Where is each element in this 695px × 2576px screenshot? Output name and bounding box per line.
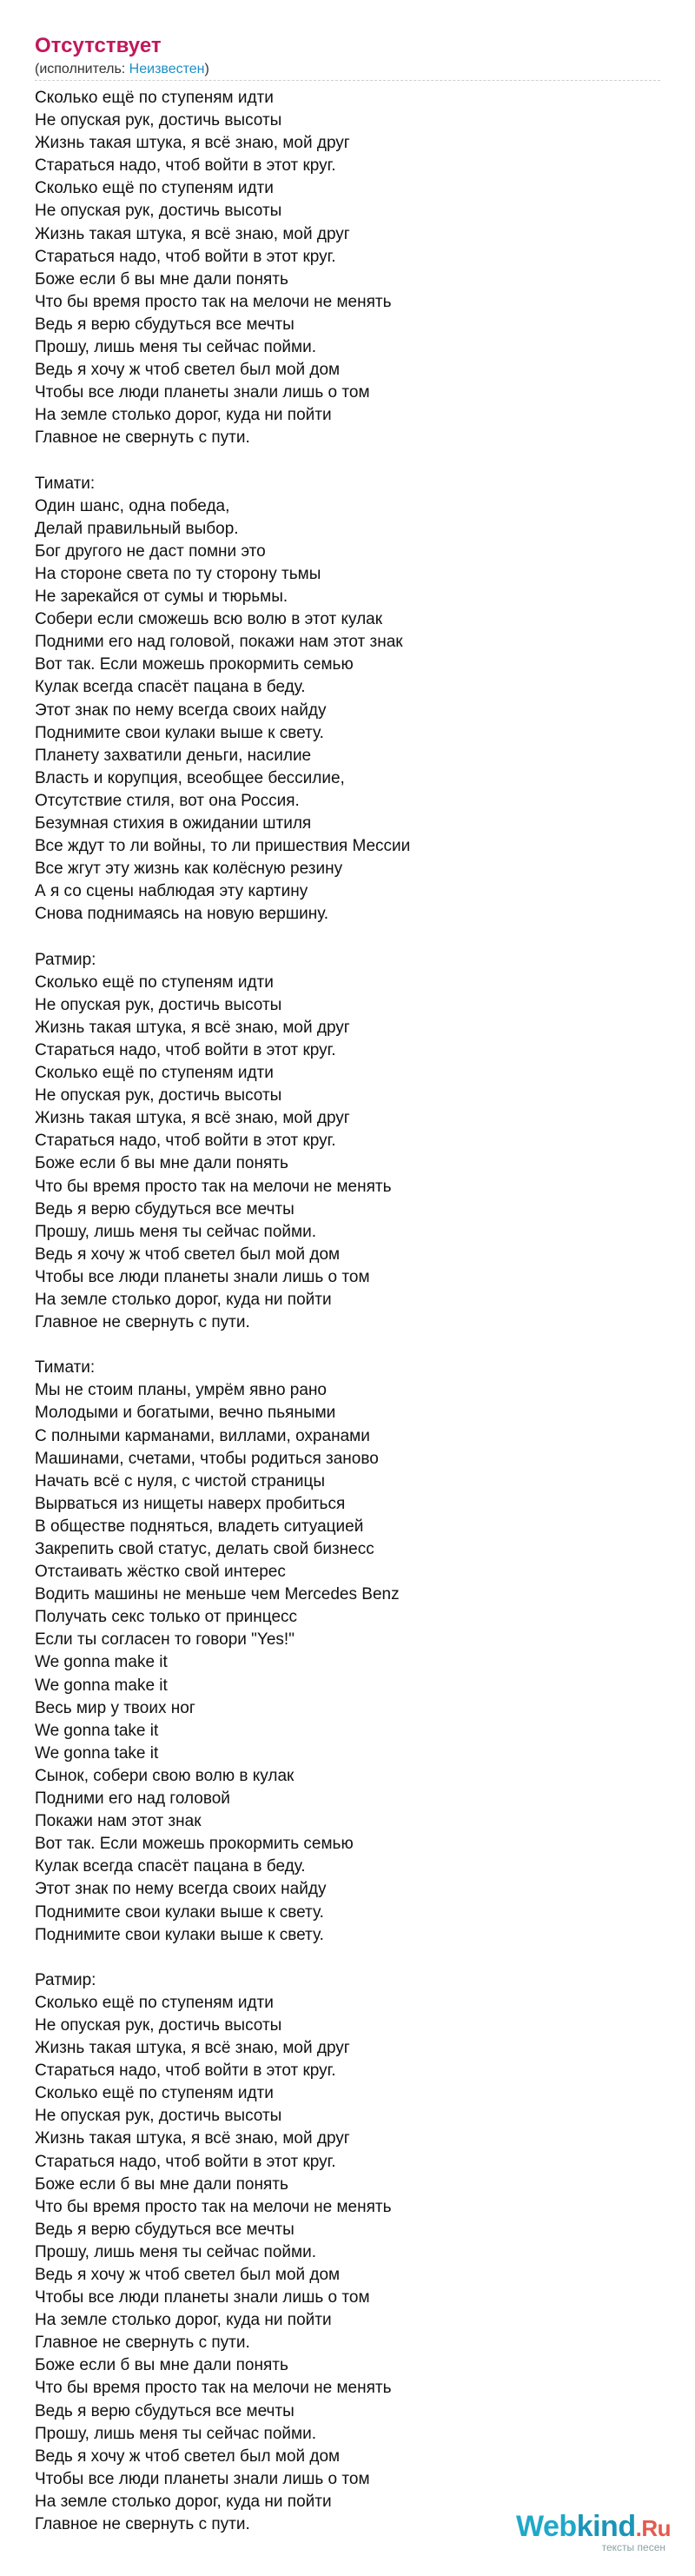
lyric-line: Что бы время просто так на мелочи не менять bbox=[35, 2379, 392, 2398]
logo-ru: .Ru bbox=[635, 2515, 671, 2541]
lyric-line: Сынок, собери свою волю в кулак bbox=[35, 1766, 295, 1785]
lyric-line: Что бы время просто так на мелочи не менять bbox=[35, 292, 392, 311]
lyric-line: Вот так. Если можешь прокормить семью bbox=[35, 655, 354, 674]
lyric-line: Поднимите свои кулаки выше к свету. bbox=[35, 1902, 324, 1922]
lyric-line: Сколько ещё по ступеням идти bbox=[35, 1993, 274, 2012]
lyric-line: Подними его над головой bbox=[35, 1789, 230, 1809]
lyric-line: Чтобы все люди планеты знали лишь о том bbox=[35, 1267, 370, 1286]
lyric-line: На стороне света по ту сторону тьмы bbox=[35, 564, 321, 583]
lyric-line: Вот так. Если можешь прокормить семью bbox=[35, 1835, 354, 1854]
lyric-line: Тимати: bbox=[35, 474, 96, 493]
lyric-line: Собери если сможешь всю волю в этот кулак bbox=[35, 610, 383, 629]
lyric-line: Отстаивать жёстко свой интерес bbox=[35, 1563, 286, 1582]
lyrics-body bbox=[35, 87, 643, 2536]
stanza-break bbox=[35, 450, 643, 473]
lyric-line: Молодыми и богатыми, вечно пьяными bbox=[35, 1404, 336, 1423]
lyric-line: Если ты согласен то говори "Yes!" bbox=[35, 1630, 295, 1650]
lyric-line: Жизнь такая штука, я всё знаю, мой друг bbox=[35, 2129, 350, 2148]
lyric-line: Кулак всегда спасёт пацана в беду. bbox=[35, 1857, 306, 1876]
lyric-line: Стараться надо, чтоб войти в этот круг. bbox=[35, 2152, 336, 2171]
lyric-line: Власть и корупция, всеобщее бессилие, bbox=[35, 768, 345, 787]
lyric-line: Не опуская рук, достичь высоты bbox=[35, 202, 282, 221]
logo-wordmark bbox=[516, 2510, 671, 2545]
lyric-line: Сколько ещё по ступеням идти bbox=[35, 179, 274, 198]
lyric-line: Тимати: bbox=[35, 1358, 96, 1378]
lyric-line: Прошу, лишь меня ты сейчас пойми. bbox=[35, 338, 316, 357]
lyric-line: Ратмир: bbox=[35, 1970, 96, 1989]
lyric-line: Сколько ещё по ступеням идти bbox=[35, 2084, 274, 2103]
lyric-line: Стараться надо, чтоб войти в этот круг. bbox=[35, 1040, 336, 1059]
lyric-line: Ведь я хочу ж чтоб светел был мой дом bbox=[35, 2447, 341, 2466]
lyric-line: We gonna make it bbox=[35, 1653, 168, 1672]
lyric-line: Ведь я верю сбудуться все мечты bbox=[35, 2401, 295, 2420]
lyric-line: Покажи нам этот знак bbox=[35, 1812, 202, 1831]
lyric-line: Не опуская рук, достичь высоты bbox=[35, 1086, 282, 1105]
header-divider bbox=[35, 80, 660, 81]
logo-kind: kind bbox=[576, 2510, 636, 2543]
lyric-line: С полными карманами, виллами, охранами bbox=[35, 1426, 370, 1445]
lyric-line: Жизнь такая штука, я всё знаю, мой друг bbox=[35, 1109, 350, 1128]
lyric-line: Отсутствие стиля, вот она Россия. bbox=[35, 791, 300, 810]
site-logo[interactable] bbox=[516, 2510, 671, 2553]
lyric-line: Стараться надо, чтоб войти в этот круг. bbox=[35, 2061, 336, 2081]
lyric-line: Ведь я верю сбудуться все мечты bbox=[35, 2220, 295, 2239]
song-header bbox=[35, 33, 660, 78]
lyric-line: Не опуская рук, достичь высоты bbox=[35, 2015, 282, 2035]
performer-suffix: ) bbox=[204, 62, 209, 76]
lyric-line: А я со сцены наблюдая эту картину bbox=[35, 882, 308, 901]
lyric-line: Ратмир: bbox=[35, 950, 96, 969]
lyric-line: Получать секс только от принцесс bbox=[35, 1608, 298, 1627]
lyric-line: Жизнь такая штука, я всё знаю, мой друг bbox=[35, 1018, 350, 1037]
lyric-line: Прошу, лишь меня ты сейчас пойми. bbox=[35, 2242, 316, 2261]
lyric-line: Сколько ещё по ступеням идти bbox=[35, 973, 274, 992]
lyric-line: Стараться надо, чтоб войти в этот круг. bbox=[35, 156, 336, 176]
lyric-line: Этот знак по нему всегда своих найду bbox=[35, 700, 327, 720]
lyric-line: Главное не свернуть с пути. bbox=[35, 428, 250, 448]
lyric-line: Чтобы все люди планеты знали лишь о том bbox=[35, 383, 370, 402]
song-title: Отсутствует bbox=[35, 34, 162, 57]
logo-web: Web bbox=[516, 2510, 577, 2543]
lyric-line: Не зарекайся от сумы и тюрьмы. bbox=[35, 588, 288, 607]
lyric-line: Кулак всегда спасёт пацана в беду. bbox=[35, 678, 306, 697]
lyric-line: На земле столько дорог, куда ни пойти bbox=[35, 406, 332, 425]
lyric-line: Поднимите свои кулаки выше к свету. bbox=[35, 1925, 324, 1944]
stanza-break bbox=[35, 1947, 643, 1969]
lyric-line: Ведь я хочу ж чтоб светел был мой дом bbox=[35, 1245, 341, 1264]
lyric-line: В обществе подняться, владеть ситуацией bbox=[35, 1517, 364, 1536]
lyric-line: Не опуская рук, достичь высоты bbox=[35, 111, 282, 130]
lyric-line: На земле столько дорог, куда ни пойти bbox=[35, 1290, 332, 1309]
lyric-line: Главное не свернуть с пути. bbox=[35, 2334, 250, 2353]
lyric-line: Чтобы все люди планеты знали лишь о том bbox=[35, 2469, 370, 2488]
lyric-line: Вырваться из нищеты наверх пробиться bbox=[35, 1494, 346, 1513]
lyric-line: Закрепить свой статус, делать свой бизнесс bbox=[35, 1540, 374, 1558]
lyric-line: Не опуская рук, достичь высоты bbox=[35, 2107, 282, 2126]
lyric-line: Жизнь такая штука, я всё знаю, мой друг bbox=[35, 134, 350, 153]
lyric-line: Все жгут эту жизнь как колёсную резину bbox=[35, 860, 343, 879]
lyric-line: Все ждут то ли войны, то ли пришествия Мессии bbox=[35, 837, 411, 856]
lyric-line: Жизнь такая штука, я всё знаю, мой друг bbox=[35, 224, 350, 243]
lyric-line: Что бы время просто так на мелочи не менять bbox=[35, 1177, 392, 1196]
lyric-line: Ведь я верю сбудуться все мечты bbox=[35, 1199, 295, 1218]
lyric-line: Прошу, лишь меня ты сейчас пойми. bbox=[35, 2424, 316, 2443]
lyric-line: Боже если б вы мне дали понять bbox=[35, 2356, 288, 2375]
lyric-line: Боже если б вы мне дали понять bbox=[35, 1154, 288, 1173]
lyric-line: Водить машины не меньше чем Mercedes Benz bbox=[35, 1585, 400, 1604]
performer-line bbox=[35, 61, 660, 78]
lyric-line: Стараться надо, чтоб войти в этот круг. bbox=[35, 247, 336, 266]
lyric-line: Боже если б вы мне дали понять bbox=[35, 2174, 288, 2194]
lyric-line: Безумная стихия в ожидании штиля bbox=[35, 814, 312, 833]
lyric-line: Сколько ещё по ступеням идти bbox=[35, 89, 274, 107]
lyric-line: Поднимите свои кулаки выше к свету. bbox=[35, 723, 324, 742]
lyric-line: We gonna take it bbox=[35, 1743, 159, 1763]
lyric-line: Мы не стоим планы, умрём явно рано bbox=[35, 1381, 327, 1400]
lyric-line: На земле столько дорог, куда ни пойти bbox=[35, 2311, 332, 2330]
lyric-line: Главное не свернуть с пути. bbox=[35, 1313, 250, 1332]
lyric-line: Планету захватили деньги, насилие bbox=[35, 746, 312, 765]
lyric-line: Этот знак по нему всегда своих найду bbox=[35, 1880, 327, 1899]
lyric-line: Боже если б вы мне дали понять bbox=[35, 269, 288, 289]
lyric-line: Сколько ещё по ступеням идти bbox=[35, 1064, 274, 1083]
lyric-line: Ведь я хочу ж чтоб светел был мой дом bbox=[35, 361, 341, 380]
stanza-break bbox=[35, 926, 643, 948]
lyric-line: Главное не свернуть с пути. bbox=[35, 2515, 250, 2534]
lyric-line: Ведь я хочу ж чтоб светел был мой дом bbox=[35, 2266, 341, 2284]
lyric-line: На земле столько дорог, куда ни пойти bbox=[35, 2492, 332, 2511]
lyric-line: Не опуская рук, достичь высоты bbox=[35, 995, 282, 1014]
lyric-line: Бог другого не даст помни это bbox=[35, 541, 266, 561]
lyric-line: Подними его над головой, покажи нам этот знак bbox=[35, 633, 403, 652]
performer-prefix: (исполнитель: bbox=[35, 62, 129, 76]
lyric-line: Делай правильный выбор. bbox=[35, 519, 239, 538]
lyric-line: Начать всё с нуля, с чистой страницы bbox=[35, 1471, 326, 1490]
lyric-line: Весь мир у твоих ног bbox=[35, 1698, 195, 1717]
lyric-line: Жизнь такая штука, я всё знаю, мой друг bbox=[35, 2039, 350, 2058]
logo-tagline: тексты песен bbox=[601, 2541, 665, 2553]
stanza-break bbox=[35, 1334, 643, 1357]
lyric-line: We gonna make it bbox=[35, 1676, 168, 1695]
lyric-line: Машинами, счетами, чтобы родиться заново bbox=[35, 1449, 379, 1468]
lyric-line: Один шанс, одна победа, bbox=[35, 496, 230, 515]
lyric-line: Ведь я верю сбудуться все мечты bbox=[35, 315, 295, 334]
lyric-line: Снова поднимаясь на новую вершину. bbox=[35, 905, 329, 924]
lyric-line: Стараться надо, чтоб войти в этот круг. bbox=[35, 1132, 336, 1151]
performer-link[interactable]: Неизвестен bbox=[129, 62, 205, 76]
lyric-line: Что бы время просто так на мелочи не менять bbox=[35, 2197, 392, 2216]
lyric-line: We gonna take it bbox=[35, 1721, 159, 1740]
lyric-line: Прошу, лишь меня ты сейчас пойми. bbox=[35, 1222, 316, 1241]
lyric-line: Чтобы все люди планеты знали лишь о том bbox=[35, 2288, 370, 2307]
